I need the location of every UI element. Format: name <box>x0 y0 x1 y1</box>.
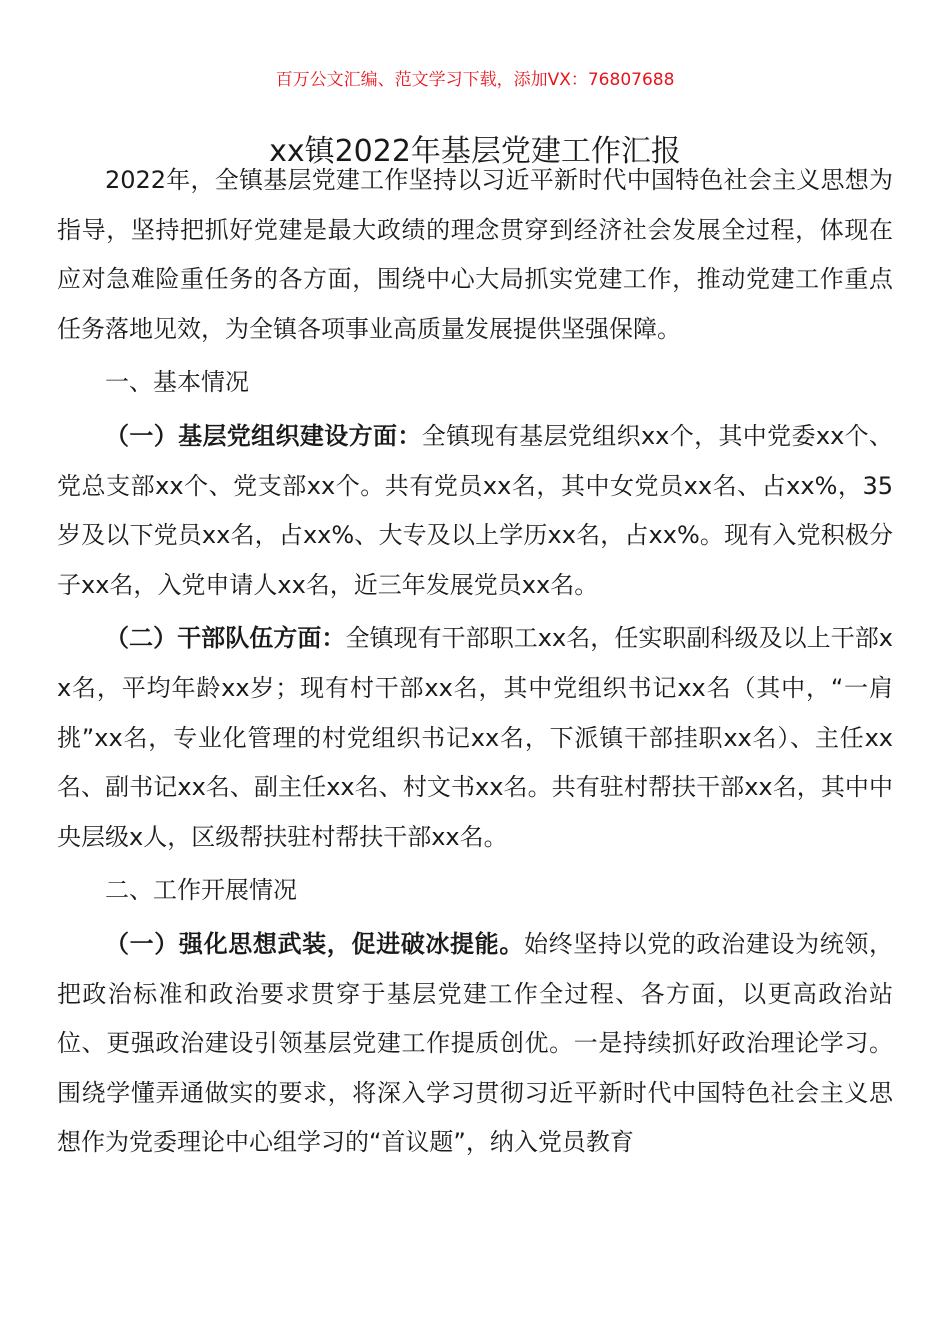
section-heading-basic-situation: 一、基本情况 <box>105 368 249 397</box>
section-heading-work-progress: 二、工作开展情况 <box>105 876 297 905</box>
item-text: 全镇现有干部职工xx名，任实职副科级及以上干部xx名，平均年龄xx岁；现有村干部xx名，其中党组织书记xx名（其中，“一肩挑”xx名，专业化管理的村党组织书记xx名，下派镇干部挂职xx名）、主任xx名、副书记xx名、副主任xx名、村文书xx名。共有驻村帮扶干部xx名，其中中央层级x人，区级帮扶驻村帮扶干部xx名。 <box>57 624 894 851</box>
document-title: xx镇2022年基层党建工作汇报 <box>269 134 681 170</box>
paragraph-ideological-arming <box>57 920 893 1168</box>
paragraph-party-organization <box>57 412 893 610</box>
item-label: （二）干部队伍方面： <box>105 624 346 653</box>
watermark-banner: 百万公文汇编、范文学习下载，添加VX：76807688 <box>275 70 675 90</box>
item-label: （一）基层党组织建设方面： <box>105 421 422 450</box>
intro-paragraph: 2022年，全镇基层党建工作坚持以习近平新时代中国特色社会主义思想为指导，坚持把抓好党建是最大政绩的理念贯穿到经济社会发展全过程，体现在应对急难险重任务的各方面，围绕中心大局抓实党建工作，推动党建工作重点任务落地见效，为全镇各项事业高质量发展提供坚强保障。 <box>57 166 893 343</box>
item-label: （一）强化思想武装，促进破冰提能。 <box>105 929 524 958</box>
document-body <box>57 156 893 1168</box>
item-text: 全镇现有基层党组织xx个，其中党委xx个、党总支部xx个、党支部xx个。共有党员xx名，其中女党员xx名、占xx%，35岁及以下党员xx名，占xx%、大专及以上学历xx名，占xx%。现有入党积极分子xx名，入党申请人xx名，近三年发展党员xx名。 <box>57 421 894 599</box>
item-text: 始终坚持以党的政治建设为统领，把政治标准和政治要求贯穿于基层党建工作全过程、各方面，以更高政治站位、更强政治建设引领基层党建工作提质创优。一是持续抓好政治理论学习。围绕学懂弄通做实的要求，将深入学习贯彻习近平新时代中国特色社会主义思想作为党委理论中心组学习的“首议题”，纳入党员教育 <box>57 929 893 1157</box>
paragraph-cadre-team <box>57 614 893 862</box>
